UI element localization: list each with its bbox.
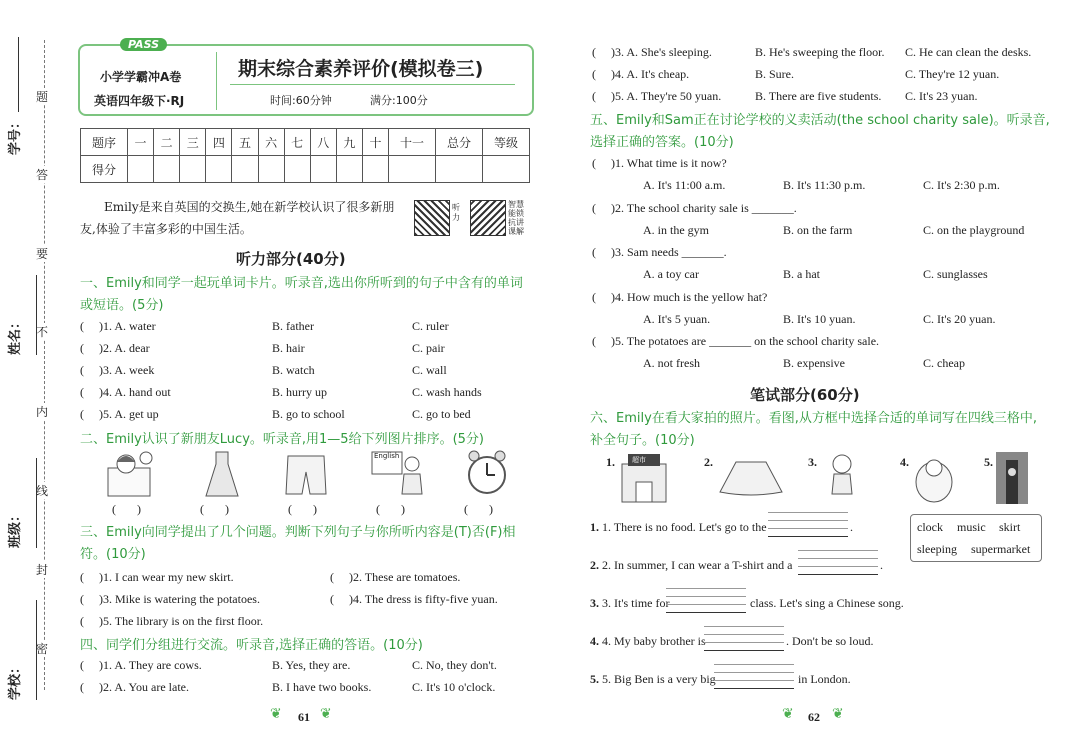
option-a[interactable]: A. a toy car: [643, 267, 699, 281]
score-cell: 十一: [389, 129, 436, 156]
name-field[interactable]: [4, 235, 42, 355]
sentence: 5. 5. Big Ben is a very big: [590, 672, 716, 686]
listening-title: 听力部分(40分): [236, 250, 346, 268]
score-input[interactable]: [284, 156, 310, 183]
dress-picture: [202, 450, 242, 500]
option-c[interactable]: C. ruler: [412, 319, 449, 333]
question-row[interactable]: ( )1. A. water: [80, 319, 156, 333]
answer-line[interactable]: [768, 536, 848, 537]
option-b[interactable]: B. father: [272, 319, 314, 333]
question-row[interactable]: ( )1. I can wear my new skirt.: [80, 570, 234, 584]
question-row[interactable]: ( )4. A. It's cheap.: [592, 67, 690, 81]
girl-sleeping-picture: [100, 450, 160, 500]
answer-line[interactable]: [666, 612, 746, 613]
option-c[interactable]: C. It's 20 yuan.: [923, 312, 996, 326]
grade-label: 英语四年级下·RJ: [94, 94, 185, 108]
option-c[interactable]: C. sunglasses: [923, 267, 988, 281]
question-row[interactable]: ( )2. A. You are late.: [80, 680, 189, 694]
section-1-title: 一、Emily和同学一起玩单词卡片。听录音,选出你所听到的句子中含有的单词或短语。(5分): [80, 276, 523, 313]
section-6-title: 六、Emily在看大家拍的照片。看图,从方框中选择合适的单词写在四线三格中,补全句子。(10分): [590, 411, 1038, 448]
section-3-title: 三、Emily向同学提出了几个问题。判断下列句子与你所听内容是(T)否(F)相符。(10分): [80, 525, 516, 562]
option-c[interactable]: C. wash hands: [412, 385, 482, 399]
question-row[interactable]: ( )5. A. They're 50 yuan.: [592, 89, 722, 103]
question-row[interactable]: ( )5. The potatoes are _______ on the school charity sale.: [592, 334, 880, 348]
picture-number: 5.: [984, 455, 993, 469]
class-field[interactable]: [4, 418, 42, 548]
score-input[interactable]: [206, 156, 232, 183]
score-input[interactable]: [336, 156, 362, 183]
word-bank-word: supermarket: [971, 542, 1031, 556]
leaf-icon: ❦: [270, 707, 282, 722]
score-cell: 一: [127, 129, 153, 156]
alarm-clock-picture: [462, 448, 512, 498]
score-input[interactable]: [436, 156, 483, 183]
score-input[interactable]: [310, 156, 336, 183]
score-cell: 七: [284, 129, 310, 156]
cut-char: 线: [36, 484, 49, 498]
option-b[interactable]: B. Yes, they are.: [272, 658, 351, 672]
question-row[interactable]: ( )4. How much is the yellow hat?: [592, 290, 768, 304]
score-table: [80, 128, 530, 183]
score-input[interactable]: [127, 156, 153, 183]
word-bank-box: [910, 514, 1042, 562]
score-input[interactable]: [362, 156, 388, 183]
sentence: 1. 1. There is no food. Let's go to the: [590, 520, 767, 534]
leaf-icon: ❦: [320, 707, 332, 722]
option-b[interactable]: B. He's sweeping the floor.: [755, 45, 885, 59]
section-4-title: 四、同学们分组进行交流。听录音,选择正确的答语。(10分): [80, 638, 423, 653]
option-c[interactable]: C. cheap: [923, 356, 965, 370]
option-b[interactable]: B. hair: [272, 341, 305, 355]
word-bank-word: clock: [917, 520, 943, 534]
option-c[interactable]: C. It's 23 yuan.: [905, 89, 978, 103]
time-limit: 时间:60分钟: [270, 94, 332, 107]
full-score: 满分:100分: [370, 94, 428, 107]
option-c[interactable]: C. He can clean the desks.: [905, 45, 1032, 59]
sentence-end: class. Let's sing a Chinese song.: [750, 596, 904, 610]
score-input[interactable]: [389, 156, 436, 183]
score-cell: 九: [336, 129, 362, 156]
option-c[interactable]: C. No, they don't.: [412, 658, 497, 672]
picture-number: 2.: [704, 455, 713, 469]
option-c[interactable]: C. go to bed: [412, 407, 471, 421]
option-b[interactable]: B. It's 10 yuan.: [783, 312, 856, 326]
option-b[interactable]: B. expensive: [783, 356, 845, 370]
sentence: 2. 2. In summer, I can wear a T-shirt and a: [590, 558, 793, 572]
header-box: [78, 38, 534, 116]
big-ben-picture: [996, 452, 1028, 504]
score-input[interactable]: [154, 156, 180, 183]
option-c[interactable]: C. They're 12 yuan.: [905, 67, 1000, 81]
qr-code-icon[interactable]: [470, 200, 506, 236]
board-text: English: [374, 452, 400, 460]
girl-singing-picture: [822, 452, 862, 504]
order-blank[interactable]: ( ): [288, 502, 317, 516]
order-blank[interactable]: ( ): [112, 502, 141, 516]
cut-char: 不: [36, 325, 49, 339]
word-bank-word: music: [957, 520, 986, 534]
picture-number: 3.: [808, 455, 817, 469]
option-b[interactable]: B. on the farm: [783, 223, 853, 237]
sentence-end: . Don't be so loud.: [786, 634, 874, 648]
score-cell: 八: [310, 129, 336, 156]
word-bank-word: sleeping: [917, 542, 957, 556]
school-label: 学校：: [8, 660, 23, 700]
section-2-title: 二、Emily认识了新朋友Lucy。听录音,用1—5给下列图片排序。(5分): [80, 432, 484, 447]
question-row[interactable]: ( )1. What time is it now?: [592, 156, 727, 170]
option-b[interactable]: B. watch: [272, 363, 315, 377]
score-input[interactable]: [483, 156, 530, 183]
option-c[interactable]: C. It's 2:30 p.m.: [923, 178, 1000, 192]
order-blank[interactable]: ( ): [200, 502, 229, 516]
option-c[interactable]: C. pair: [412, 341, 445, 355]
question-row[interactable]: ( )3. A. She's sleeping.: [592, 45, 712, 59]
cut-char: 密: [36, 642, 49, 656]
school-field[interactable]: [4, 560, 42, 700]
qr-label: 智慧能锁抗讲课解: [508, 200, 524, 236]
cut-char: 要: [36, 247, 49, 261]
cut-line: [44, 40, 45, 690]
score-cell: 二: [154, 129, 180, 156]
score-cell: 得分: [81, 156, 128, 183]
score-cell: 五: [232, 129, 258, 156]
score-cell: 等级: [483, 129, 530, 156]
question-row[interactable]: ( )4. A. hand out: [80, 385, 171, 399]
question-row[interactable]: ( )2. These are tomatoes.: [330, 570, 461, 584]
score-input[interactable]: [180, 156, 206, 183]
question-row[interactable]: ( )3. Sam needs _______.: [592, 245, 727, 259]
option-c[interactable]: C. wall: [412, 363, 447, 377]
question-row[interactable]: ( )5. The library is on the first floor.: [80, 614, 264, 628]
score-cell: 四: [206, 129, 232, 156]
cut-char: 内: [36, 405, 49, 419]
page-number: 61: [298, 710, 310, 724]
question-row[interactable]: ( )3. A. week: [80, 363, 155, 377]
option-b[interactable]: B. Sure.: [755, 67, 794, 81]
sentence-end: in London.: [798, 672, 851, 686]
score-input[interactable]: [258, 156, 284, 183]
answer-line[interactable]: [714, 688, 794, 689]
order-blank[interactable]: ( ): [376, 502, 405, 516]
question-row[interactable]: ( )4. The dress is fifty-five yuan.: [330, 592, 498, 606]
student-number-label: 学号：: [8, 115, 23, 155]
answer-line[interactable]: [704, 650, 784, 651]
word-bank-word: skirt: [999, 520, 1021, 534]
option-b[interactable]: B. There are five students.: [755, 89, 882, 103]
question-row[interactable]: ( )5. A. get up: [80, 407, 159, 421]
name-label: 姓名：: [8, 315, 23, 355]
option-b[interactable]: B. I have two books.: [272, 680, 372, 694]
baby-sleeping-picture: [912, 452, 956, 504]
page-title: 期末综合素养评价(模拟卷三): [238, 58, 484, 80]
cut-char: 封: [36, 563, 49, 577]
picture-number: 1.: [606, 455, 615, 469]
option-b[interactable]: B. a hat: [783, 267, 820, 281]
sentence: 4. 4. My baby brother is: [590, 634, 706, 648]
answer-line[interactable]: [798, 574, 878, 575]
leaf-icon: ❦: [782, 707, 794, 722]
page-number: 62: [808, 710, 820, 724]
intro-text: Emily是来自英国的交换生,她在新学校认识了很多新朋友,体验了丰富多彩的中国生活。: [80, 200, 395, 236]
qr-code-icon[interactable]: [414, 200, 450, 236]
cut-char: 题: [36, 90, 49, 104]
order-blank[interactable]: ( ): [464, 502, 493, 516]
score-cell: 六: [258, 129, 284, 156]
question-row[interactable]: ( )1. A. They are cows.: [80, 658, 202, 672]
sentence-end: .: [850, 520, 853, 534]
qr-label: 听力: [452, 203, 460, 222]
option-a[interactable]: A. in the gym: [643, 223, 709, 237]
score-cell: 题序: [81, 129, 128, 156]
cut-char: 答: [36, 168, 49, 182]
option-c[interactable]: C. It's 10 o'clock.: [412, 680, 496, 694]
student-number-field[interactable]: [4, 35, 24, 155]
option-a[interactable]: A. not fresh: [643, 356, 700, 370]
option-b[interactable]: B. It's 11:30 p.m.: [783, 178, 866, 192]
option-a[interactable]: A. It's 11:00 a.m.: [643, 178, 726, 192]
question-row[interactable]: ( )3. Mike is watering the potatoes.: [80, 592, 260, 606]
leaf-icon: ❦: [832, 707, 844, 722]
sentence: 3. 3. It's time for: [590, 596, 670, 610]
score-cell: 总分: [436, 129, 483, 156]
sentence-end: .: [880, 558, 883, 572]
shorts-picture: [284, 452, 328, 498]
writing-title: 笔试部分(60分): [750, 386, 860, 404]
score-cell: 三: [180, 129, 206, 156]
question-row[interactable]: ( )2. A. dear: [80, 341, 150, 355]
pass-badge: PASS: [120, 38, 167, 51]
skirt-picture: [716, 458, 786, 498]
class-label: 班级：: [8, 508, 23, 548]
shop-sign: 超市: [632, 456, 646, 464]
score-input[interactable]: [232, 156, 258, 183]
picture-number: 4.: [900, 455, 909, 469]
series-name: 小学学霸冲A卷: [100, 70, 182, 84]
option-c[interactable]: C. on the playground: [923, 223, 1025, 237]
score-cell: 十: [362, 129, 388, 156]
option-b[interactable]: B. go to school: [272, 407, 345, 421]
section-5-title: 五、Emily和Sam正在讨论学校的义卖活动(the school charity sale)。听录音,选择正确的答案。(10分): [590, 113, 1050, 150]
option-b[interactable]: B. hurry up: [272, 385, 327, 399]
question-row[interactable]: ( )2. The school charity sale is _______.: [592, 201, 797, 215]
option-a[interactable]: A. It's 5 yuan.: [643, 312, 711, 326]
